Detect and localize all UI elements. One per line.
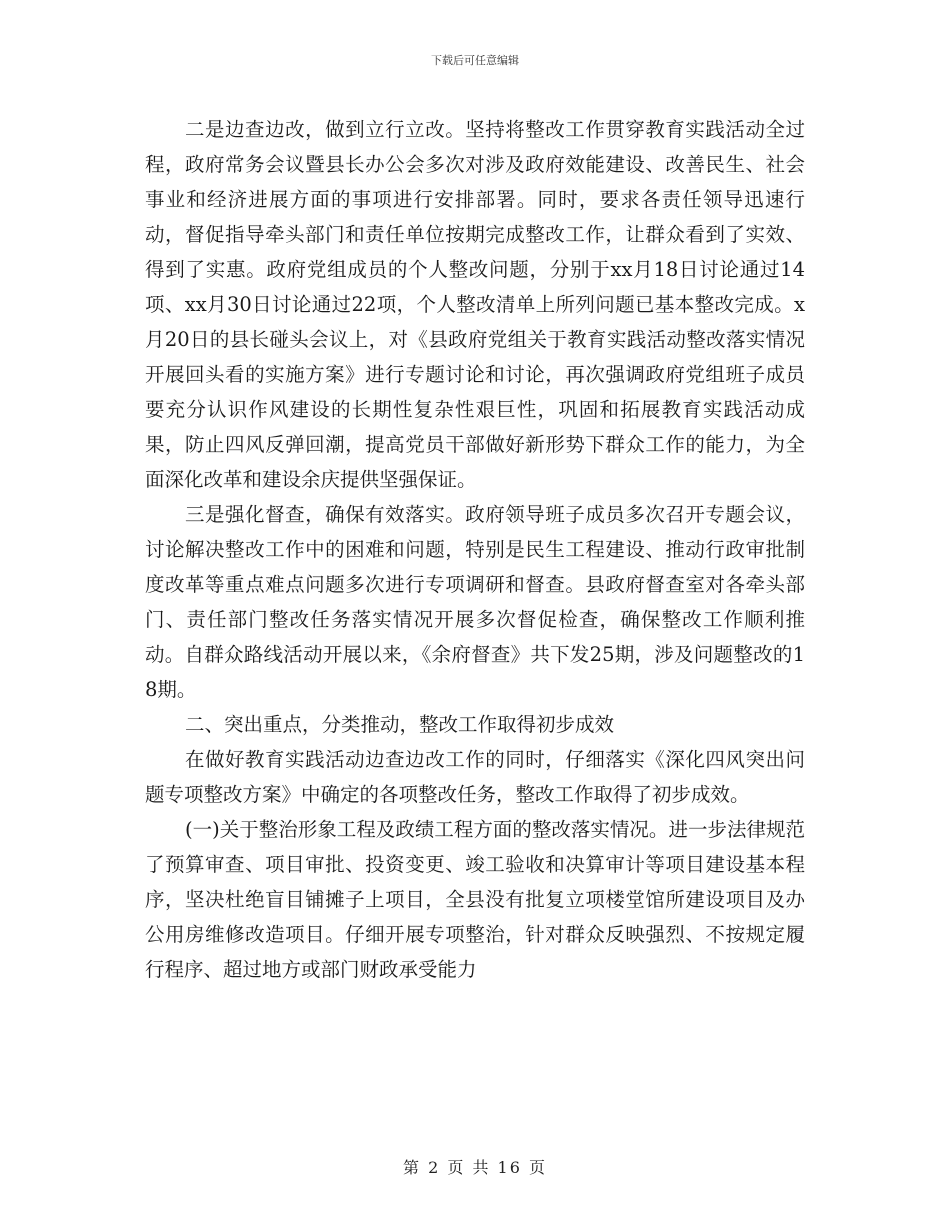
page-footer: 第 2 页 共 16 页: [403, 1158, 547, 1177]
page-header: 下载后可任意编辑: [431, 54, 519, 67]
paragraph-section-intro: 在做好教育实践活动边查边改工作的同时，仔细落实《深化四风突出问题专项整改方案》中确定的各项整改任务，整改工作取得了初步成效。: [145, 748, 805, 806]
document-body: [145, 112, 805, 987]
paragraph-rectify-immediately: 二是边查边改，做到立行立改。坚持将整改工作贯穿教育实践活动全过程，政府常务会议暨县长办公会多次对涉及政府效能建设、改善民生、社会事业和经济进展方面的事项进行安排部署。同时，要求各责任领导迅速行动，督促指导牵头部门和责任单位按期完成整改工作，让群众看到了实效、得到了实惠。政府党组成员的个人整改问题，分别于xx月18日讨论通过14项、xx月30日讨论通过22项，个人整改清单上所列问题已基本整改完成。x月20日的县长碰头会议上，对《县政府党组关于教育实践活动整改落实情况开展回头看的实施方案》进行专题讨论和讨论，再次强调政府党组班子成员要充分认识作风建设的长期性复杂性艰巨性，巩固和拓展教育实践活动成果，防止四风反弹回潮，提高党员干部做好新形势下群众工作的能力，为全面深化改革和建设余庆提供坚强保证。: [145, 118, 805, 491]
section-heading-2: 二、突出重点，分类推动，整改工作取得初步成效: [185, 713, 615, 736]
paragraph-strengthen-supervision: 三是强化督查，确保有效落实。政府领导班子成员多次召开专题会议，讨论解决整改工作中的困难和问题，特别是民生工程建设、推动行政审批制度改革等重点难点问题多次进行专项调研和督查。县政府督查室对各牵头部门、责任部门整改任务落实情况开展多次督促检查，确保整改工作顺利推动。自群众路线活动开展以来，《余府督查》共下发25期，涉及问题整改的18期。: [145, 503, 805, 701]
paragraph-image-projects: (一)关于整治形象工程及政绩工程方面的整改落实情况。进一步法律规范了预算审查、项目审批、投资变更、竣工验收和决算审计等项目建设基本程序，坚决杜绝盲目铺摊子上项目，全县没有批复立项楼堂馆所建设项目及办公用房维修改造项目。仔细开展专项整治，针对群众反映强烈、不按规定履行程序、超过地方或部门财政承受能力: [145, 818, 805, 981]
